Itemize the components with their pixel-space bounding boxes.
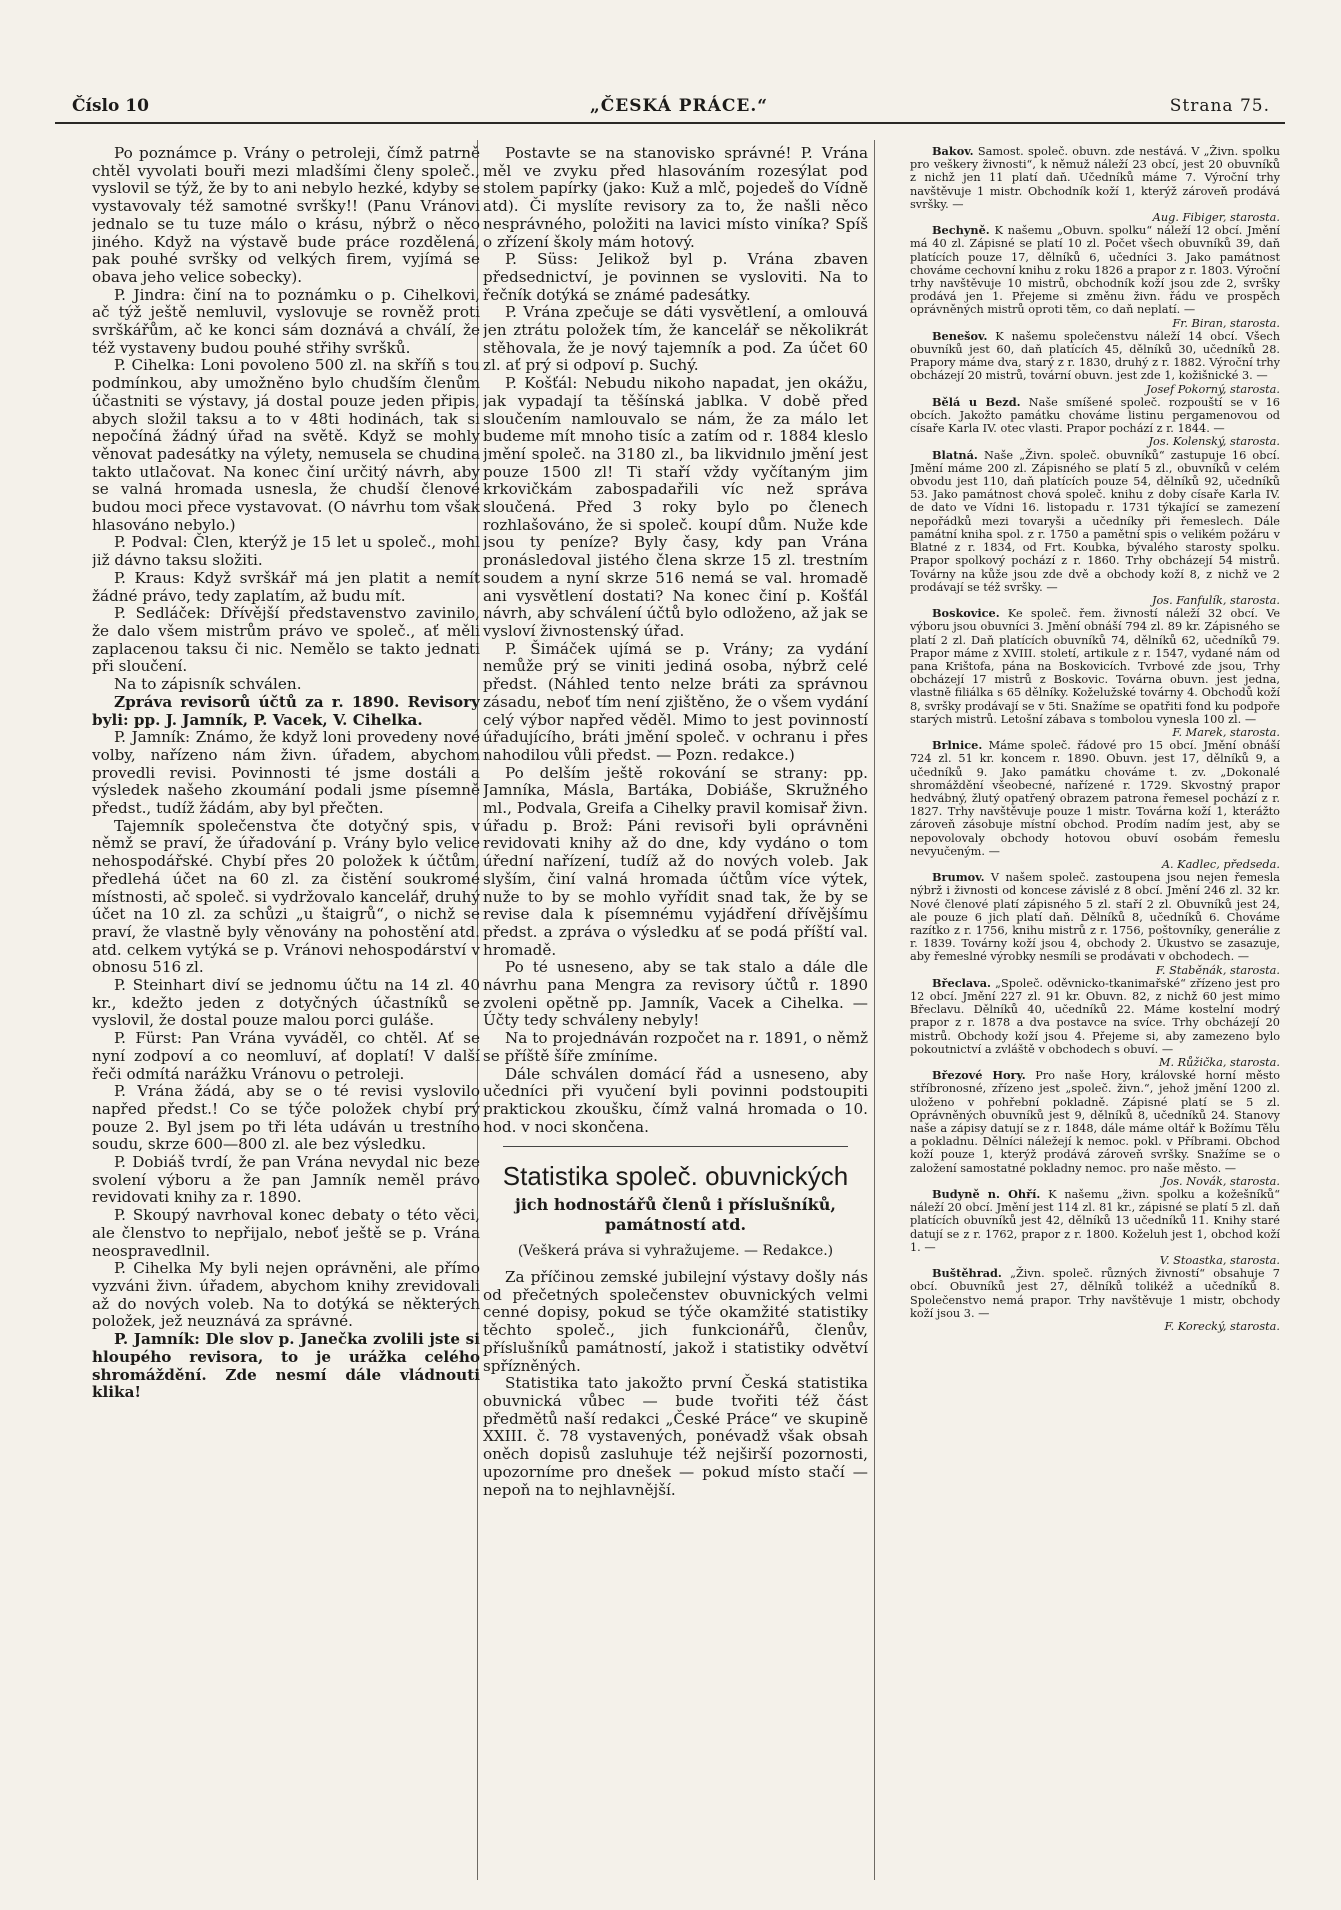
paragraph: Za příčinou zemské jubilejní výstavy došly nás od přečetných společenstev obuvnických velmi cenné dopisy, pokud se týče okamžité statistiky těchto společ., jich funkcionářů, členův, příslušníků památností, jakož i statistiky odvětví spřízněných. xyxy=(483,1268,868,1375)
entry-signature: Jos. Fanfulík, starosta. xyxy=(1151,593,1280,607)
stat-entry xyxy=(910,1188,1280,1254)
stat-entry xyxy=(910,396,1280,436)
paragraph: P. Podval: Člen, kterýž je 15 let u společ., mohl již dávno taksu složiti. xyxy=(92,533,480,570)
section-rule xyxy=(503,1146,848,1147)
town-name: Benešov. xyxy=(932,328,988,343)
stat-entry xyxy=(910,739,1280,858)
stat-entry xyxy=(910,871,1280,963)
entry-text: „Živn. společ. různých živností“ obsahuje 7 obcí. Obuvníků jest 27, dělníků tolikéž a učedníků 8. Společenstvo nemá prapor. Trhy navštěvuje 1 mistr, obchody koží jsou 3. — xyxy=(910,1267,1280,1320)
entry-text: K našemu „Obuvn. spolku“ náleží 12 obcí. Jmění má 40 zl. Zápisné se platí 10 zl. Počet všech obuvníků 39, daň platících pouze 17, dělníků 6, učedníci 3. Jako památnost chováme cechovní knihu z roku 1826 a prapor z r. 1803. Výroční trhy navštěvuje 10 mistrů, obchodník koží jsou zde 2, svršky prodává jen 1. Přejeme si změnu živn. řádu ve prospěch oprávněných mistrů oproti těm, co daň neplatí. — xyxy=(910,224,1280,317)
stat-entry xyxy=(910,1267,1280,1320)
entry-text: K našemu „živn. spolku a kožešníků“ náleží 20 obcí. Jmění jest 114 zl. 81 kr., zápisné se platí 5 zl. daň platících obuvníků jest 42, dělníků 13 učedníků 11. Knihy staré datují se z r. 1762, prapor z r. 1800. Koželuh jest 1, obchod koží 1. — xyxy=(910,1188,1280,1254)
paragraph: P. Süss: Jelikož byl p. Vrána zbaven předsednictví, je povinnen se vysloviti. Na to řečník dotýká se známé padesátky. xyxy=(483,250,868,304)
paragraph: P. Šimáček ujímá se p. Vrány; za vydání nemůže prý se viniti jediná osoba, nýbrž celé předst. (Náhled tento nelze bráti za správnou zásadu, neboť tím není zjištěno, že o všem vydání celý výbor napřed věděl. Mimo to jest povinností úřadujícího, bráti jmění společ. v ochranu i přes nahodilou vůli předst. — Pozn. redakce.) xyxy=(483,639,868,764)
paragraph: Na to zápisník schválen. xyxy=(114,675,302,694)
town-name: Bakov. xyxy=(932,145,974,158)
column-3 xyxy=(910,145,1280,1885)
entry-text: Pro naše Hory, královské horní město stříbronosné, zřízeno jest „společ. živn.“, jehož jmění 1200 zl. uloženo v pohřební pokladně. Zápisné platí se 5 zl. Oprávněných obuvníků jest 9, dělníků 8, učedníků 24. Stanovy naše a zápisy datují se z r. 1848, dále máme oltář k Božímu Tělu a pokladnu. Dělníci náležejí k nemoc. pokl. v Příbrami. Obchod koží pouze 1, kterýž prodává zároveň svršky. Snažíme se o založení samostatné pokladny nemoc. pro naše město. — xyxy=(910,1069,1280,1175)
entry-text: Naše „Živn. společ. obuvníků“ zastupuje 16 obcí. Jmění máme 200 zl. Zápisného se platí 5 zl., obuvníků v celém obvodu jest 110, daň platících pouze 54, dělníků 92, učedníků 53. Jako památnost chová společ. knihu z doby císaře Karla IV. de dato ve Vídni 16. listopadu r. 1731 týkající se zamezení nepořádků mezi tovaryši a učedníky při řemeslech. Dále památní kniha spol. z r. 1750 a pamětní spis o velikém požáru v Blatné z r. 1834, od Frt. Koubka, bývalého starosty spolku. Prapor spolkový pochází z r. 1860. Trhy obcházejí 54 mistrů. Továrny na kůže jsou zde dvě a obchody koží 8, z nichž ve 2 prodávají se též svršky. — xyxy=(910,448,1280,594)
paragraph: P. Skoupý navrhoval konec debaty o této věci, ale členstvo to nepřijalo, neboť ještě se p. Vrána neospravedlnil. xyxy=(92,1206,480,1260)
column-1 xyxy=(92,145,480,1885)
column-2 xyxy=(483,145,868,1885)
paragraph: P. Cihelka: Loni povoleno 500 zl. na skříň s tou podmínkou, aby umožněno bylo chudším členům účastniti se výstavy, já dostal pouze jeden připis, abych složil taksu a to v 48ti hodinách, tak si nepočíná žádný úřad na světě. Když se mohly věnovat padesátky na výlety, nemusela se chudina takto utlačovat. Na konec činí určitý návrh, aby se valná hromada usnesla, že chudší členové budou moci přece vystavovat. (O návrhu tom však hlasováno nebylo.) xyxy=(92,356,480,534)
entry-signature: V. Stoastka, starosta. xyxy=(1159,1254,1280,1268)
town-name: Brlnice. xyxy=(932,738,983,753)
paragraph: Na to projednáván rozpočet na r. 1891, o němž se příště šíře zmíníme. xyxy=(483,1029,868,1065)
town-name: Buštěhrad. xyxy=(932,1266,1002,1281)
section-subtitle: jich hodnostářů členů i příslušníků, památností atd. xyxy=(515,1195,836,1235)
entry-signature: Jos. Kolenský, starosta. xyxy=(1148,435,1280,449)
section-title: Statistika společ. obuvnických xyxy=(502,1161,849,1192)
paragraph: Statistika tato jakožto první Česká statistika obuvnická vůbec — bude tvořiti též část předmětů naší redakci „České Práce“ ve skupině XXIII. č. 78 vystavených, ponévadž však obsah oněch dopisů zasluhuje též nejširší pozornosti, upozorníme pro dnešek — pokud místo stačí — nepoň na to nejhlavnější. xyxy=(483,1374,868,1499)
entry-signature: F. Korecký, starosta. xyxy=(1164,1320,1280,1334)
column-divider xyxy=(874,140,875,1880)
paragraph: P. Sedláček: Dřívější představenstvo zavinilo, že dalo všem mistrům právo ve společ., ať měli zaplacenou taksu či nic. Nemělo se takto jednati při sloučení. xyxy=(92,604,480,676)
paragraph: P. Košťál: Nebudu nikoho napadat, jen okážu, jak vypadají ta těšínská jablka. V době před sloučením namlouvalo se nám, že za málo let budeme mít mnoho tisíc a zatím od r. 1884 kleslo jmění společ. na 3180 zl., ba likvidnılo jmění jest pouze 1500 zl! Ti staří vždy vyčítaným jim krkovičkám zabospadařili víc než správa sloučená. Před 3 roky bylo po členech rozhlašováno, že si společ. koupí dům. Nuže kde jsou ty peníze? Byly časy, kdy pan Vrána pronásledoval jistého člena skrze 15 zl. trestním soudem a nyní skrze 516 nemá se val. hromadě ani vysvětlení dostati? Na konec činí p. Košťál návrh, aby schválení účtů bylo odloženo, až jak se vysloví živnostenský úřad. xyxy=(483,374,868,640)
town-name: Bechyně. xyxy=(932,223,990,238)
page-header xyxy=(70,96,1270,122)
entry-signature: Aug. Fibiger, starosta. xyxy=(1152,211,1280,225)
page-number: Strana 75. xyxy=(1169,96,1270,116)
town-name: Bělá u Bezd. xyxy=(932,394,1021,409)
town-name: Boskovice. xyxy=(932,606,1000,621)
paragraph: Tajemník společenstva čte dotyčný spis, v němž se praví, že úřadování p. Vrány bylo velice nehospodářské. Chybí přes 20 položek k účtům, předlehá účet na 60 zl. za čistění soukromé místnosti, ač společ. si vydržovalo kancelář, druhý účet na 10 zl. za schůzi „u štaigrů“, o nichž se praví, že vlastně byly věnovány na pohostění atd. atd. celkem vytýká se p. Vránovi nehospodárství v obnosu 516 zl. xyxy=(92,816,480,977)
paragraph: P. Steinhart diví se jednomu účtu na 14 zl. 40 kr., kdežto jeden z dotyčných účastníků se vyslovil, že dostal pouze malou porci guláše. xyxy=(92,976,480,1030)
entry-signature: M. Růžička, starosta. xyxy=(1158,1056,1280,1070)
stat-entry xyxy=(910,607,1280,726)
header-rule xyxy=(55,122,1285,124)
newspaper-title: „ČESKÁ PRÁCE.“ xyxy=(590,96,769,116)
stat-entry xyxy=(910,145,1280,211)
entry-signature: Josef Pokorný, starosta. xyxy=(1146,382,1280,396)
entry-text: Ke společ. řem. živností náleží 32 obcí. Ve výboru jsou obuvníci 3. Jmění obnáší 794 zl. 89 kr. Zápisného se platí 2 zl. Daň platících obuvníků 74, dělníků 62, učedníků 79. Prapor máme z XVIII. století, artikule z r. 1547, vydané nám od pana Krištofa, pána na Boskovicích. Tvrbové zde jsou, Trhy obcházejí 17 mistrů z Boskovic. Továrna obuvn. jest jedna, vlastně filiálka s 65 dělníky. Koželužské továrny 4. Obchodů koží 8, svršky prodávají se v 5ti. Snažíme se opatřiti fond ku podpoře starých mistrů. Letošní zábava s tombolou vynesla 100 zl. — xyxy=(910,607,1280,726)
paragraph: Po poznámce p. Vrány o petroleji, čímž patrně chtěl vyvolati bouři mezi mladšími členy společ., vyslovil se týž, že by to ani nebylo hezké, kdyby se vystavovaly též samotné svršky!! (Panu Vránovi jednalo se tu tuze málo o krásu, nýbrž o něco jiného. Když na výstavě bude práce rozdělená, pak pouhé svršky od velkých firem, vyjímá se obava jeho velice sobecky). xyxy=(92,145,480,286)
town-name: Břeclava. xyxy=(932,975,991,990)
entry-signature: A. Kadlec, předseda. xyxy=(1161,857,1280,871)
paragraph: Po té usneseno, aby se tak stalo a dále dle návrhu pana Mengra za revisory účtů r. 1890 zvoleni opětně pp. Jamník, Vacek a Cihelka. — Účty tedy schváleny nebyly! xyxy=(483,958,868,1030)
entry-text: „Společ. oděvnicko-tkanimařské“ zřízeno jest pro 12 obcí. Jmění 227 zl. 91 kr. Obuvn. 82, z nichž 60 jest mimo Břeclavu. Dělníků 40, učedníků 22. Máme kostelní modrý prapor z r. 1878 a dva postavce na svíce. Trhy obcházejí 20 mistrů. Obchody koží jsou 4. Přejeme si, aby zamezeno bylo pokoutnictví a zvláště v obchodech s obuví. — xyxy=(910,976,1280,1056)
paragraph: P. Cihelka My byli nejen oprávněni, ale přímo vyzváni živn. úřadem, abychom knihy zrevidovali až do nových voleb. Na to dotýká se některých položek, jež neuznává za správné. xyxy=(92,1259,480,1331)
stat-entry xyxy=(910,330,1280,383)
town-name: Březové Hory. xyxy=(932,1068,1026,1083)
rights-note: (Veškerá práva si vyhražujeme. — Redakce.) xyxy=(517,1243,834,1260)
stat-entry xyxy=(910,224,1280,316)
stat-entry xyxy=(910,1069,1280,1175)
town-name: Blatná. xyxy=(932,447,978,462)
entry-text: K našemu společenstvu náleží 14 obcí. Všech obuvníků jest 60, daň platících 45, dělníků 30, učedníků 28. Prapory máme dva, starý z r. 1830, druhý z r. 1882. Výroční trhy obcházejí 20 mistrů, tovární obuvn. jest zde 1, kožišnické 3. — xyxy=(910,329,1280,383)
paragraph: P. Jamník: Dle slov p. Janečka zvolili jste si hloupého revisora, to je urážka celého shromáždění. Zde nesmí dále vládnouti klika! xyxy=(92,1330,480,1402)
paragraph: Po delším ještě rokování se strany: pp. Jamníka, Másla, Bartáka, Dobiáše, Skružného ml., Podvala, Greifa a Cihelky pravil komisař živn. úřadu p. Brož: Páni revisoři byli oprávněni revidovati knihy až do dne, kdy vydáno o tom úřední nařízení, tudíž až do nových voleb. Jak slyším, činí valná hromada účtům více výtek, nuže to by se mohlo vyřídit snad tak, že by se revise dala k písemnému vyjádření dřívějšímu předst. a zpráva o výsledku ať se podá příští val. hromadě. xyxy=(483,763,868,959)
entry-text: Máme společ. řádové pro 15 obcí. Jmění obnáší 724 zl. 51 kr. koncem r. 1890. Obuvn. jest 17, dělníků 9, a učedníků 9. Jako památku chováme t. zv. „Dokonalé shromáždění všeobecné, nařízené r. 1729. Skvostný prapor hedvábný, žlutý opatřený obrazem patrona řemesel pochází z r. 1827. Trhy navštěvuje pouze 1 mistr. Továrna koží 1, kterážto zároveň zásobuje místní obchod. Prodím nadím jest, aby se nepovolovaly obchody hotovou obuví osobám řemeslu nevyučeným. — xyxy=(910,739,1280,858)
paragraph: P. Vrána zpečuje se dáti vysvětlení, a omlouvá jen ztrátu položek tím, že kancelář se několikrát stěhovala, že je nový tajemník a pod. Za účet 60 zl. ať prý si odpoví p. Suchý. xyxy=(483,303,868,375)
stat-entry xyxy=(910,977,1280,1056)
entry-text: Naše smíšené společ. rozpouští se v 16 obcích. Jakožto památku chováme listinu pergamenovou od císaře Karla IV. otec vlasti. Prapor pochází z r. 1844. — xyxy=(910,395,1280,436)
entry-text: V našem společ. zastoupena jsou nejen řemesla nýbrž i živnosti od koncese závislé z 8 obcí. Jmění 246 zl. 32 kr. Nové členové platí zápisného 5 zl. staří 2 zl. Obuvníků jest 24, ale pouze 6 jich platí daň. Dělníků 8, učedníků 6. Chováme razítko z r. 1756, knihu mistrů z r. 1756, poštovníky, generálie z r. 1839. Továrny koží jsou 4, obchody 2. Úkustvo se zasazuje, aby řemeslné výrobky nesmíli se prodávati v obchodech. — xyxy=(910,871,1280,964)
entry-signature: Fr. Biran, starosta. xyxy=(1172,316,1280,330)
paragraph: P. Kraus: Když svrškář má jen platit a nemít žádné právo, tedy zaplatím, až budu mít. xyxy=(92,568,480,605)
town-name: Brumov. xyxy=(932,870,985,885)
entry-signature: F. Staběnák, starosta. xyxy=(1155,963,1280,977)
paragraph: P. Vrána žádá, aby se o té revisi vyslovilo napřed předst.! Co se týče položek chybí prý pouze 2. Byl jsem po tři léta udáván u trestního soudu, skrze 600—800 zl. ale bez výsledku. xyxy=(92,1082,480,1154)
issue-number: Číslo 10 xyxy=(72,96,149,116)
entry-text: Samost. společ. obuvn. zde nestává. V „Živn. spolku pro veškery živnosti“, k němuž náleží 23 obcí, jest 20 obuvníků z nichž jen 11 platí daň. Učedníků máme 7. Výroční trhy navštěvuje 1 mistr. Obchodník koží 1, kterýž zároveň prodává svršky. — xyxy=(910,145,1280,211)
paragraph: Zpráva revisorů účtů za r. 1890. Revisory byli: pp. J. Jamník, P. Vacek, V. Cihelka. xyxy=(92,692,480,729)
entry-signature: F. Marek, starosta. xyxy=(1172,725,1280,739)
paragraph: P. Fürst: Pan Vrána vyváděl, co chtěl. Ať se nyní zodpoví a co neomluví, ať doplatí! V další řeči odmítá narážku Vránovu o petroleji. xyxy=(92,1029,480,1083)
paragraph: Dále schválen domácí řád a usneseno, aby učedníci při vyučení byli povinni podstoupiti praktickou zkoušku, čímž valná hromada o 10. hod. v noci skončena. xyxy=(483,1064,868,1136)
paragraph: P. Jindra: činí na to poznámku o p. Cihelkovi, ač týž ještě nemluvil, vyslovuje se rovněž proti svrškářům, ač ke konci sám doznává a chválí, že též vystaveny budou pouhé střihy svršků. xyxy=(92,285,480,357)
paragraph: P. Jamník: Známo, že když loni provedeny nové volby, nařízeno nám živn. úřadem, abychom provedli revisi. Povinnosti té jsme dostáli a výsledek našeho zkoumání podali jsme písemně předst., tudíž žádám, aby byl přečten. xyxy=(92,728,480,818)
paragraph: P. Dobiáš tvrdí, že pan Vrána nevydal nic beze svolení výboru a že pan Jamník neměl právo revidovati knihy za r. 1890. xyxy=(92,1153,480,1207)
paragraph: Postavte se na stanovisko správné! P. Vrána měl ve zvyku před hlasováním rozesýlat pod stolem papírky (jako: Kuž a mlč, pojedeš do Vídně atd). Či myslíte revisory za to, že našli něco nesprávného, položiti na lavici místo viníka? Spíš o zřízení školy mám hotový. xyxy=(483,145,868,251)
entry-signature: Jos. Novák, starosta. xyxy=(1161,1174,1280,1188)
stat-entry xyxy=(910,449,1280,594)
town-name: Budyně n. Ohří. xyxy=(932,1187,1041,1202)
